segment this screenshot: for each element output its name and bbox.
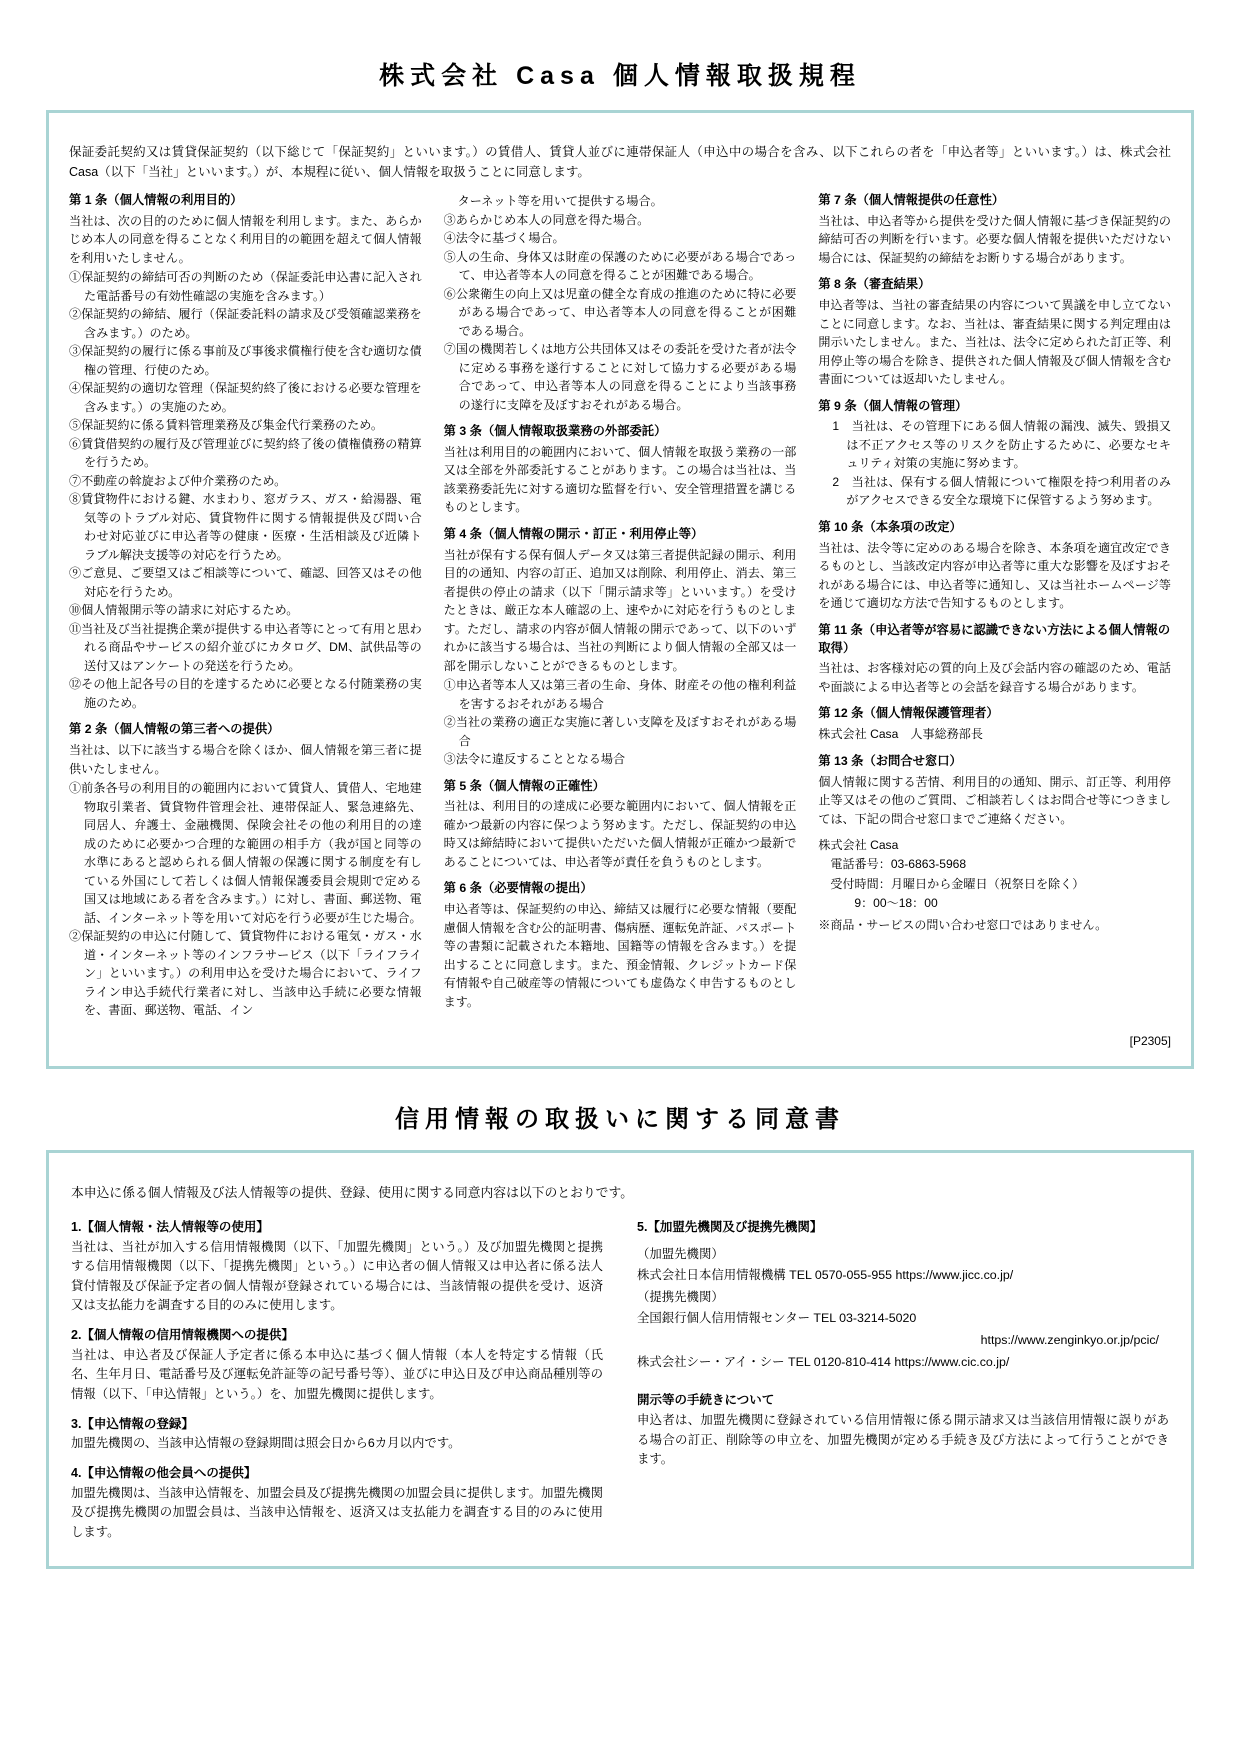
article-4-heading: 第 4 条（個人情報の開示・訂正・利用停止等） <box>443 526 704 541</box>
consent-section-2-heading: 2.【個人情報の信用情報機関への提供】 <box>71 1328 294 1343</box>
article-12-heading: 第 12 条（個人情報保護管理者） <box>818 706 999 721</box>
consent-disclosure-body: 申込者は、加盟先機関に登録されている信用情報に係る開示請求又は当該信用情報に誤りがある場合の訂正、削除等の申立を、加盟先機関が定める手続き及び方法によって行うことができます。 <box>637 1412 1169 1467</box>
article-9-item: 1 当社は、その管理下にある個人情報の漏洩、滅失、毀損又は不正アクセス等のリスクを防止するために、必要なセキュリティ対策の実施に努めます。 <box>832 419 1172 471</box>
article-2-item: ③あらかじめ本人の同意を得た場合。 <box>443 212 650 227</box>
article-13-heading: 第 13 条（お問合せ窓口） <box>818 753 962 768</box>
consent-section-1-body: 当社は、当社が加入する信用情報機関（以下、「加盟先機関」という。）及び加盟先機関と提携する信用情報機関（以下、「提携先機関」という。）に申込者の個人情報又は申込者に係る法人貸付情報及び保証予定者の個人情報が登録されている場合には、当該情報の提供を受け、返済又は支払能力を調査する目的のみに使用します。 <box>71 1239 603 1313</box>
article-8-heading: 第 8 条（審査結果） <box>818 277 931 292</box>
contact-hours-time: 9：00～18：00 <box>854 896 938 911</box>
article-4-item: ③法令に違反することとなる場合 <box>443 752 626 767</box>
contact-note: ※商品・サービスの問い合わせ窓口ではありません。 <box>818 917 1108 932</box>
article-2-item: ①前条各号の利用目的の範囲内において賃貸人、賃借人、宅地建物取引業者、賃貸物件管理会社、連帯保証人、緊急連絡先、同居人、弁護士、金融機関、保険会社その他の利用目的の達成のために必要かつ合理的な範囲の相手方（我が国と同等の水準にあると認められる個人情報の保護に関する制度を有している外国にして若しくは個人情報保護委員会規則で定める国又は地域にある者を含みます。）に対し、書面、郵送物、電話、インターネット等を用いて対応を行う必要が生じた場合。 <box>69 781 422 925</box>
article-2-item-continued: ターネット等を用いて提供する場合。 <box>457 194 663 208</box>
article-2-item: ⑦国の機関若しくは地方公共団体又はその委託を受けた者が法令に定める事務を遂行することに対して協力する必要がある場合であって、申込者等本人の同意を得ることにより当該事務の遂行に支障を及ぼすおそれがある場合。 <box>443 342 797 412</box>
article-1-item: ⑩個人情報開示等の請求に対応するため。 <box>69 603 299 618</box>
consent-member-agency-label: （加盟先機関） <box>637 1246 724 1261</box>
article-9-item: 2 当社は、保有する個人情報について権限を持つ利用者のみがアクセスできる安全な環境下に保管するよう努めます。 <box>832 474 1172 508</box>
article-1-heading: 第 1 条（個人情報の利用目的） <box>69 193 243 207</box>
article-5-heading: 第 5 条（個人情報の正確性） <box>443 778 605 793</box>
consent-section-3-body: 加盟先機関の、当該申込情報の登録期間は照会日から6カ月以内です。 <box>71 1436 461 1451</box>
privacy-policy-frame <box>46 110 1194 1069</box>
page-title: 株式会社 Casa 個人情報取扱規程 <box>379 62 861 90</box>
article-8-body: 申込者等は、当社の審査結果の内容について異議を申し立てないことに同意します。なお、当社は、審査結果に関する判定理由は開示いたしません。また、当社は、法令に定められた訂正等、利用停止等の場合を除き、提供された個人情報及び個人情報を含む書面については返却いたしません。 <box>818 298 1172 387</box>
article-1-item: ⑥賃貸借契約の履行及び管理並びに契約終了後の債権債務の精算を行うため。 <box>69 436 422 470</box>
consent-column-left <box>71 1218 603 1545</box>
article-1-item: ③保証契約の履行に係る事前及び事後求償権行使を含む適切な債権の管理、行使のため。 <box>69 344 422 377</box>
article-11-heading: 第 11 条（申込者等が容易に認識できない方法による個人情報の取得） <box>818 622 1171 655</box>
consent-member-agency-jicc: 株式会社日本信用情報機構 TEL 0570-055-955 https://www.jicc.co.jp/ <box>637 1268 1014 1283</box>
article-2-item: ②保証契約の申込に付随して、賃貸物件における電気・ガス・水道・インターネット等のインフラサービス（以下「ライフライン」といいます。）の利用申込を受けた場合において、ライフライン申込手続代行業者に対し、当該申込手続に必要な情報を、書面、郵送物、電話、イン <box>69 929 422 1018</box>
article-13-body: 個人情報に関する苦情、利用目的の通知、開示、訂正等、利用停止等又はその他のご質問、ご相談若しくはお問合せ等につきましては、下記の問合せ窓口までご連絡ください。 <box>818 774 1172 826</box>
consent-section-1-heading: 1.【個人情報・法人情報等の使用】 <box>71 1219 269 1234</box>
article-2-heading: 第 2 条（個人情報の第三者への提供） <box>69 722 280 737</box>
article-6-body: 申込者等は、保証契約の申込、締結又は履行に必要な情報（要配慮個人情報を含む公的証明書、傷病歴、運転免許証、パスポート等の書類に記載された本籍地、国籍等の情報を含みます。）を提出することに同意します。また、預金情報、クレジットカード保有情報や自己破産等の情報についても虚偽なく申告するものとします。 <box>443 902 797 1009</box>
consent-section-2-body: 当社は、申込者及び保証人予定者に係る本申込に基づく個人情報（本人を特定する情報（氏名、生年月日、電話番号及び運転免許証等の記号番号等）、並びに申込日及び申込商品種別等の情報（以下、「申込情報」という。）を、加盟先機関に提供します。 <box>71 1347 603 1401</box>
consent-column-right <box>637 1218 1169 1472</box>
consent-section-5-heading: 5.【加盟先機関及び提携先機関】 <box>637 1219 823 1234</box>
policy-columns <box>69 192 1171 1020</box>
consent-section-3-heading: 3.【申込情報の登録】 <box>71 1416 194 1431</box>
article-2-item: ⑤人の生命、身体又は財産の保護のために必要がある場合であって、申込者等本人の同意を得ることが困難である場合。 <box>443 249 797 282</box>
article-1-intro: 当社は、次の目的のために個人情報を利用します。また、あらかじめ本人の同意を得ることなく利用目的の範囲を超えて個人情報を利用いたしません。 <box>69 213 422 265</box>
page-code: [P2305] <box>1129 1033 1171 1048</box>
contact-telephone: 電話番号：03-6863-5968 <box>830 857 967 872</box>
article-9-heading: 第 9 条（個人情報の管理） <box>818 398 968 413</box>
consent-partner-agency-label: （提携先機関） <box>637 1289 724 1304</box>
article-10-heading: 第 10 条（本条項の改定） <box>818 519 962 534</box>
consent-title: 信用情報の取扱いに関する同意書 <box>395 1105 845 1133</box>
article-10-body: 当社は、法令等に定めのある場合を除き、本条項を適宜改定できるものとし、当該改定内容が申込者等に重大な影響を及ぼすおそれがある場合には、申込者等に通知し、又は当社ホームページ等を通じて適切な方法で告知するものとします。 <box>818 540 1172 611</box>
article-4-item: ②当社の業務の適正な実施に著しい支障を及ぼすおそれがある場合 <box>443 715 797 748</box>
article-1-item: ⑦不動産の斡旋および仲介業務のため。 <box>69 473 287 488</box>
consent-partner-agency-cic: 株式会社シー・アイ・シー TEL 0120-810-414 https://www.cic.co.jp/ <box>637 1354 1010 1369</box>
article-2-item: ④法令に基づく場合。 <box>443 231 565 245</box>
article-7-heading: 第 7 条（個人情報提供の任意性） <box>818 193 1005 207</box>
policy-column-2 <box>444 192 797 1012</box>
article-11-body: 当社は、お客様対応の質的向上及び会話内容の確認のため、電話や面談による申込者等との会話を録音する場合があります。 <box>818 661 1172 694</box>
article-7-body: 当社は、申込者等から提供を受けた個人情報に基づき保証契約の締結可否の判断を行います。必要な個人情報を提供いただけない場合には、保証契約の締結をお断りする場合があります。 <box>818 213 1172 265</box>
article-1-item: ⑫その他上記各号の目的を達するために必要となる付随業務の実施のため。 <box>69 677 422 710</box>
consent-section-4-heading: 4.【申込情報の他会員への提供】 <box>71 1465 257 1480</box>
consent-disclosure-heading: 開示等の手続きについて <box>637 1393 775 1408</box>
consent-partner-agency-zenginkyo-url: https://www.zenginkyo.or.jp/pcic/ <box>980 1333 1159 1348</box>
article-3-heading: 第 3 条（個人情報取扱業務の外部委託） <box>443 424 667 438</box>
article-1-item: ⑧賃貸物件における鍵、水まわり、窓ガラス、ガス・給湯器、電気等のトラブル対応、賃貸物件に関する情報提供及び問い合わせ対応並びに申込者等の健康・医療・生活相談及び近隣トラブル解決支援等の対応を行うため。 <box>69 492 422 562</box>
article-1-item: ⑤保証契約に係る賃料管理業務及び集金代行業務のため。 <box>69 418 383 433</box>
article-4-item: ①申込者等本人又は第三者の生命、身体、財産その他の権利利益を害するおそれがある場合 <box>443 678 797 711</box>
article-2-intro: 当社は、以下に該当する場合を除くほか、個人情報を第三者に提供いたしません。 <box>69 743 422 776</box>
article-3-body: 当社は利用目的の範囲内において、個人情報を取扱う業務の一部又は全部を外部委託することがあります。この場合は当社は、当該業務委託先に対する適切な監督を行い、安全管理措置を講じるものとします。 <box>443 444 797 515</box>
policy-lead-paragraph: 保証委託契約又は賃貸保証契約（以下総じて「保証契約」といいます。）の賃借人、賃貸人並びに連帯保証人（申込中の場合を含み、以下これらの者を「申込者等」といいます。）は、株式会社 Casa（以下「当社」といいます。）が、本規程に従い、個人情報を取扱うことに同意します。 <box>69 144 1171 179</box>
contact-company-name: 株式会社 Casa <box>818 838 899 853</box>
article-6-heading: 第 6 条（必要情報の提出） <box>443 881 593 896</box>
consent-frame <box>46 1150 1194 1570</box>
article-4-body: 当社が保有する保有個人データ又は第三者提供記録の開示、利用目的の通知、内容の訂正、追加又は削除、利用停止、消去、第三者提供の停止の請求（以下「開示請求等」といいます。）を受けたときは、厳正な本人確認の上、速やかに対応を行うものとします。ただし、請求の内容が個人情報の開示であって、以下のいずれかに該当する場合は、当社の判断により個人情報の全部又は一部を開示しないことができるものとします。 <box>443 547 797 673</box>
consent-partner-agency-zenginkyo: 全国銀行個人信用情報センター TEL 03-3214-5020 <box>637 1311 917 1326</box>
consent-columns <box>71 1218 1169 1545</box>
article-1-item: ②保証契約の締結、履行（保証委託料の請求及び受領確認業務を含みます。）のため。 <box>69 307 422 340</box>
contact-hours: 受付時間：月曜日から金曜日（祝祭日を除く） <box>830 876 1085 891</box>
article-1-item: ⑪当社及び当社提携企業が提供する申込者等にとって有用と思われる商品やサービスの紹介並びにカタログ、DM、試供品等の送付又はアンケートの発送を行うため。 <box>69 621 422 673</box>
article-1-item: ①保証契約の締結可否の判断のため（保証委託申込書に記入された電話番号の有効性確認の実施を含みます。） <box>69 270 422 303</box>
article-2-item: ⑥公衆衛生の向上又は児童の健全な育成の推進のために特に必要がある場合であって、申込者等本人の同意を得ることが困難である場合。 <box>443 286 797 338</box>
policy-column-1 <box>69 192 422 1020</box>
consent-lead: 本申込に係る個人情報及び法人情報等の提供、登録、使用に関する同意内容は以下のとおりです。 <box>71 1185 634 1201</box>
policy-column-3 <box>818 192 1171 946</box>
article-5-body: 当社は、利用目的の達成に必要な範囲内において、個人情報を正確かつ最新の内容に保つよう努めます。ただし、保証契約の申込時又は締結時において提供いただいた個人情報が正確かつ最新であることについては、申込者等が責任を負うものとします。 <box>443 799 797 869</box>
article-12-body: 株式会社 Casa 人事総務部長 <box>818 727 983 742</box>
consent-section-4-body: 加盟先機関は、当該申込情報を、加盟会員及び提携先機関の加盟会員に提供します。加盟先機関及び提携先機関の加盟会員は、当該申込情報を、返済又は支払能力を調査する目的のみに使用します。 <box>71 1485 603 1539</box>
article-1-item: ⑨ご意見、ご要望又はご相談等について、確認、回答又はその他対応を行うため。 <box>69 566 422 599</box>
article-1-item: ④保証契約の適切な管理（保証契約終了後における必要な管理を含みます。）の実施のため。 <box>69 381 422 414</box>
